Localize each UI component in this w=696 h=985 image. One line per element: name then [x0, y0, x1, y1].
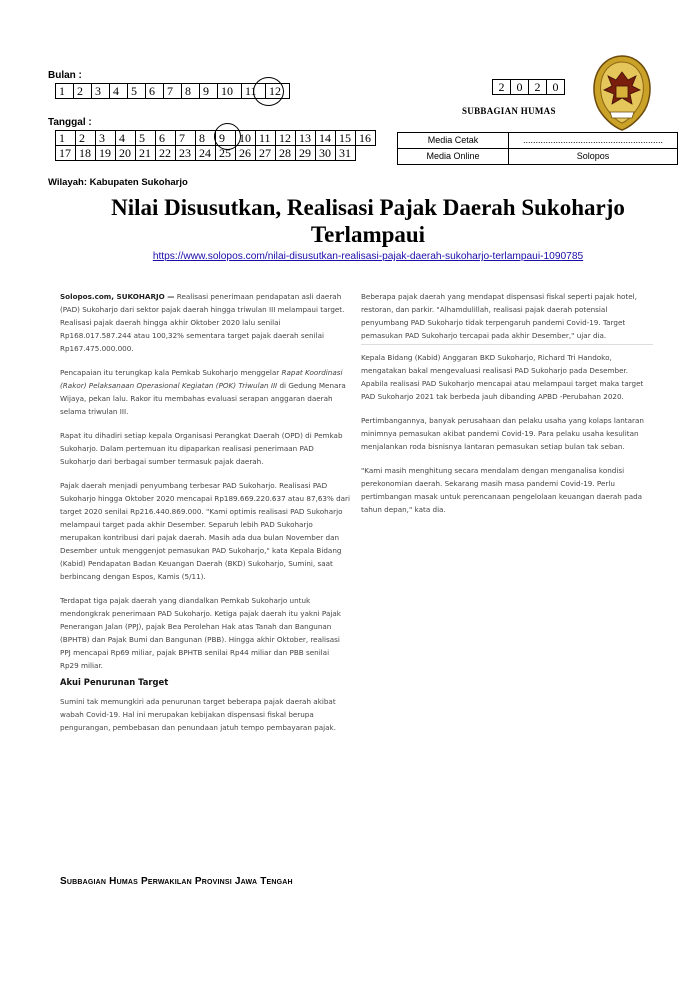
grid-cell: 13 [296, 131, 316, 146]
tanggal-label: Tanggal : [48, 117, 92, 128]
grid-cell: 4 [110, 84, 128, 99]
article-left-column [60, 290, 350, 745]
media-cetak-value: ........................................................ [509, 133, 678, 149]
year-digit: 0 [547, 80, 565, 95]
grid-cell: 8 [182, 84, 200, 99]
grid-cell: 12 [266, 84, 290, 99]
grid-cell: 9 [200, 84, 218, 99]
grid-cell: 9 [216, 131, 236, 146]
footer-org: Subbagian Humas Perwakilan Provinsi Jawa Tengah [60, 876, 293, 887]
grid-cell: 10 [236, 131, 256, 146]
grid-cell: 24 [196, 146, 216, 161]
grid-cell: 3 [92, 84, 110, 99]
grid-cell: 28 [276, 146, 296, 161]
dateline: Solopos.com, SUKOHARJO — [60, 292, 175, 301]
org-label: SUBBAGIAN HUMAS [462, 106, 556, 116]
grid-cell: 11 [256, 131, 276, 146]
grid-cell: 21 [136, 146, 156, 161]
grid-cell: 23 [176, 146, 196, 161]
grid-cell: 31 [336, 146, 356, 161]
subheading: Akui Penurunan Target [60, 677, 169, 687]
media-online-label: Media Online [398, 149, 509, 165]
grid-cell: 11 [242, 84, 266, 99]
media-online-value: Solopos [509, 149, 678, 165]
grid-cell: 4 [116, 131, 136, 146]
grid-cell: 5 [136, 131, 156, 146]
grid-cell: 25 [216, 146, 236, 161]
paragraph: Sumini tak memungkiri ada penurunan target beberapa pajak daerah akibat wabah Covid-19. Hal ini merupakan kebijakan dispensasi fiskal berupa pengurangan, pembebasan dan penundaan jatuh tempo pembayaran pajak. [60, 697, 336, 732]
paragraph: Kepala Bidang (Kabid) Anggaran BKD Sukoharjo, Richard Tri Handoko, mengatakan bakal mengevaluasi realisasi PAD Sukoharjo pada Desember. Apabila realisasi PAD Sukoharjo mencapai atau melampaui target maka target PAD Sukoharjo 2021 tak berbeda jauh dibanding APBD -Perubahan 2020. [361, 353, 644, 401]
year-digit: 2 [493, 80, 511, 95]
grid-cell: 22 [156, 146, 176, 161]
grid-cell: 12 [276, 131, 296, 146]
paragraph-text: di Gedung Menara Wijaya, pekan lalu. Rakor itu membahas evaluasi serapan anggaran daerah selama triwulan III. [60, 381, 346, 416]
grid-cell: 26 [236, 146, 256, 161]
grid-cell: 5 [128, 84, 146, 99]
paragraph: "Kami masih menghitung secara mendalam dengan menganalisa kondisi perekonomian daerah. Sekarang masih masa pandemi Covid-19. Perlu pertimbangan masak untuk perencanaan pengelolaan keuangan daerah pada tahun depan," kata dia. [361, 466, 643, 514]
article-url-link[interactable]: https://www.solopos.com/nilai-disusutkan-realisasi-pajak-daerah-sukoharjo-terlampaui-1090785 [152, 251, 584, 262]
grid-cell: 17 [56, 146, 76, 161]
grid-cell: 7 [164, 84, 182, 99]
paragraph-text: Realisasi penerimaan pendapatan asli daerah (PAD) Sukoharjo dari sektor pajak daerah hingga triwulan III melampaui target. Realisasi pajak daerah hingga akhir Oktober 2020 lalu senilai Rp168.017.587.244 atau 100,32% sementara target pajak daerah senilai Rp167.475.000.000. [60, 292, 345, 353]
grid-cell: 29 [296, 146, 316, 161]
grid-cell: 20 [116, 146, 136, 161]
grid-cell: 19 [96, 146, 116, 161]
grid-cell: 27 [256, 146, 276, 161]
grid-cell: 8 [196, 131, 216, 146]
grid-cell: 10 [218, 84, 242, 99]
year-boxes [492, 79, 565, 95]
paragraph: Rapat itu dihadiri setiap kepala Organisasi Perangkat Daerah (OPD) di Pemkab Sukoharjo. Dalam pertemuan itu dipaparkan realisasi penerimaan PAD Sukoharjo dari berbagai sumber termasuk pajak daerah. [60, 431, 343, 466]
bulan-label: Bulan : [48, 70, 82, 81]
grid-cell: 2 [76, 131, 96, 146]
year-digit: 2 [529, 80, 547, 95]
grid-cell: 30 [316, 146, 336, 161]
year-digit: 0 [511, 80, 529, 95]
paragraph: Pajak daerah menjadi penyumbang terbesar PAD Sukoharjo. Realisasi PAD Sukoharjo hingga Oktober 2020 mencapai Rp189.669.220.637 atau 87,63% dari target 2020 senilai Rp216.440.869.000. "Kami optimis realisasi PAD Sukoharjo melampaui target pada akhir Desember. Separuh lebih PAD Sukoharjo merupakan kontribusi dari pajak daerah. Masih ada dua bulan November dan Desember untuk menggenjot pemasukan PAD Sukoharjo," kata Kepala Bidang (Kabid) Pendapatan Badan Keuangan Daerah (BKD) Sukoharjo, Sumini, saat berbincang dengan Espos, Kamis (5/11). [60, 481, 351, 581]
paragraph [60, 366, 350, 418]
grid-cell: 1 [56, 131, 76, 146]
paragraph: Terdapat tiga pajak daerah yang diandalkan Pemkab Sukoharjo untuk mendongkrak penerimaan PAD Sukoharjo. Ketiga pajak daerah itu yakni Pajak Penerangan Jalan (PPJ), pajak Bea Perolehan Hak atas Tanah dan Bangunan (BPHTB) dan Pajak Bumi dan Bangunan (PBB). Hingga akhir Oktober, realisasi PPJ mencapai Rp69 miliar, pajak BPHTB senilai Rp44 miliar dan PBB senilai Rp29 miliar. [60, 596, 341, 670]
grid-cell: 1 [56, 84, 74, 99]
grid-cell: 14 [316, 131, 336, 146]
paragraph [60, 290, 350, 355]
garuda-emblem-icon [586, 50, 658, 134]
grid-cell: 15 [336, 131, 356, 146]
article-title: Nilai Disusutkan, Realisasi Pajak Daerah Sukoharjo Terlampaui [111, 195, 625, 247]
selected-month-circle [253, 77, 284, 106]
paragraph-text: Pencapaian itu terungkap kala Pemkab Sukoharjo menggelar [60, 368, 282, 377]
grid-cell: 16 [356, 131, 376, 146]
grid-cell: 7 [176, 131, 196, 146]
article-right-column [361, 290, 653, 527]
grid-cell: 18 [76, 146, 96, 161]
media-cetak-label: Media Cetak [398, 133, 509, 149]
paragraph: Pertimbangannya, banyak perusahaan dan pelaku usaha yang kolaps lantaran minimnya pemasukan akibat pandemi Covid-19. Para pelaku usaha kesulitan menjalankan roda bisnisnya lantaran pemasukan setiap bulan tak seban. [361, 416, 644, 451]
grid-cell: 6 [156, 131, 176, 146]
grid-cell: 2 [74, 84, 92, 99]
region-label: Wilayah: Kabupaten Sukoharjo [48, 177, 188, 188]
grid-cell: 6 [146, 84, 164, 99]
grid-cell: 3 [96, 131, 116, 146]
paragraph-emphasis: Rapat Koordinasi (Rakor) Pelaksanaan Operasional Kegiatan (POK) Triwulan III [60, 368, 343, 390]
paragraph: Beberapa pajak daerah yang mendapat dispensasi fiskal seperti pajak hotel, restoran, dan parkir. "Alhamdulillah, realisasi pajak daerah potensial penyumbang PAD Sukoharjo tidak terpengaruh pandemi Covid-19. Target pemasukan PAD Sukoharjo tercapai pada akhir Desember," ujar dia. [361, 292, 637, 340]
media-table [397, 132, 678, 165]
selected-day-circle [214, 123, 241, 150]
